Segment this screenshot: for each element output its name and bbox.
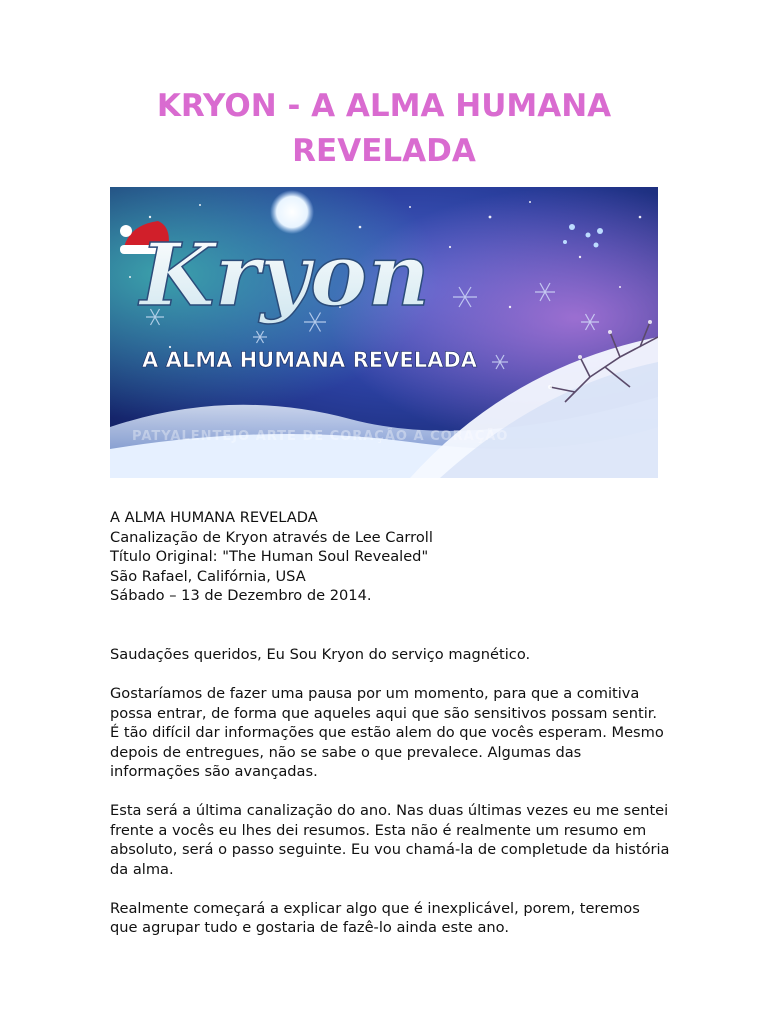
banner-subtitle: A ALMA HUMANA REVELADA — [142, 348, 478, 372]
header-info-line: Título Original: "The Human Soul Revealed" — [110, 548, 429, 565]
title-line-1: KRYON - A ALMA HUMANA — [156, 88, 612, 124]
header-info-line: Sábado – 13 de Dezembro de 2014. — [110, 587, 372, 604]
header-info-line: São Rafael, Califórnia, USA — [110, 567, 306, 585]
document-title — [60, 84, 708, 174]
body-paragraph: Esta será a última canalização do ano. Nas duas últimas vezes eu me sentei frente a vocês eu lhes dei resumos. Esta não é realmente um resumo em absoluto, será o passo seguinte. Eu vou chamá-la de completude da história da alma. — [110, 802, 670, 878]
title-line-2: REVELADA — [292, 133, 476, 169]
banner-logo-text: Kryon — [140, 225, 430, 326]
document-body — [110, 645, 670, 957]
body-paragraph: Gostaríamos de fazer uma pausa por um momento, para que a comitiva possa entrar, de forma que aqueles aqui que são sensitivos possam sentir. É tão difícil dar informações que estão alem do que vocês esperam. Mesmo depois de entregues, não se sabe o que prevalece. Algumas das informações são avançadas. — [110, 685, 664, 780]
body-paragraph: Realmente começará a explicar algo que é inexplicável, porem, teremos que agrupar tudo e gostaria de fazê-lo ainda este ano. — [110, 899, 640, 936]
header-info-line: Canalização de Kryon através de Lee Carroll — [110, 528, 433, 546]
document-header-info — [110, 508, 670, 606]
header-info-line: A ALMA HUMANA REVELADA — [110, 509, 318, 526]
kryon-banner-image — [110, 187, 658, 478]
body-paragraph: Saudações queridos, Eu Sou Kryon do serviço magnético. — [110, 646, 531, 663]
banner-watermark: PATYALENTEJO ARTE DE CORAÇÃO A CORAÇÃO — [132, 429, 509, 444]
